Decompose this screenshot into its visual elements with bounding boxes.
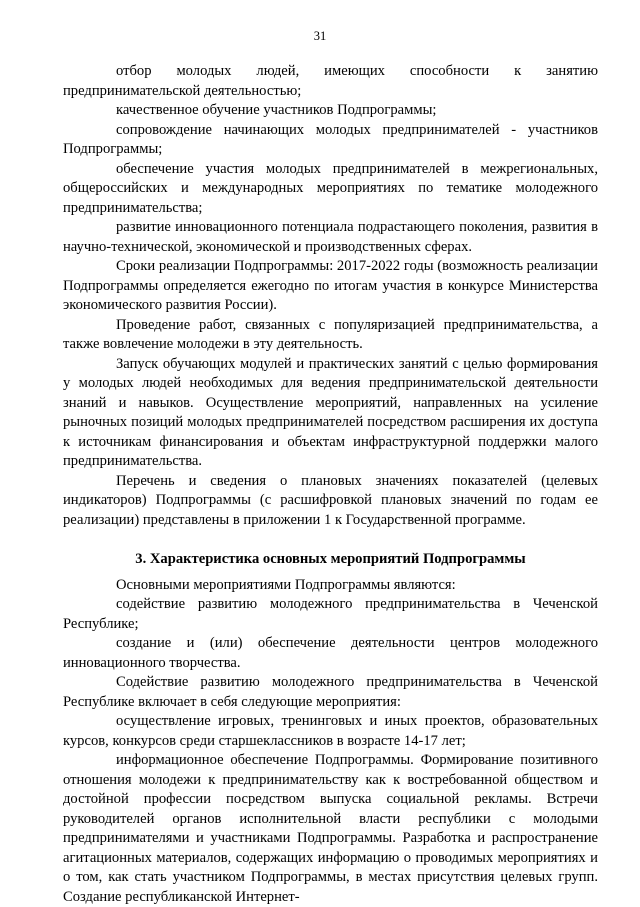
section-heading: 3. Характеристика основных мероприятий Подпрограммы xyxy=(135,551,526,567)
paragraph: информационное обеспечение Подпрограммы. Формирование позитивного отношения молодежи к предпринимательству как к востребованной обществом и достойной профессии посредством выпуска социальной рекламы. Встречи руководителей органов исполнительной власти республики с молодыми предпринимателями и участниками Подпрограммы. Разработка и распространение агитационных материалов, содержащих информацию о проводимых мероприятиях и о том, как стать участником Подпрограммы, в местах присутствия целевых групп. Создание республиканской Интернет- xyxy=(63,752,598,905)
paragraph: отбор молодых людей, имеющих способности к занятию предпринимательской деятельностью; xyxy=(63,63,598,99)
paragraph: Содействие развитию молодежного предпринимательства в Чеченской Республике включает в себя следующие мероприятия: xyxy=(63,674,598,710)
paragraph: Сроки реализации Подпрограммы: 2017-2022 годы (возможность реализации Подпрограммы определяется ежегодно по итогам участия в конкурсе Министерства экономического развития России). xyxy=(63,258,598,313)
paragraph: Проведение работ, связанных с популяризацией предпринимательства, а также вовлечение молодежи в эту деятельность. xyxy=(63,316,598,352)
paragraph: содействие развитию молодежного предпринимательства в Чеченской Республике; xyxy=(63,596,598,632)
paragraph: Основными мероприятиями Подпрограммы являются: xyxy=(116,576,456,593)
paragraph: качественное обучение участников Подпрограммы; xyxy=(116,102,437,118)
paragraph: сопровождение начинающих молодых предпринимателей - участников Подпрограммы; xyxy=(63,121,598,157)
page-number: 31 xyxy=(313,29,327,43)
paragraph: создание и (или) обеспечение деятельности центров молодежного инновационного творчества. xyxy=(63,635,598,671)
paragraph: Перечень и сведения о плановых значениях показателей (целевых индикаторов) Подпрограммы (с расшифровкой плановых значений по годам ее реализации) представлены в приложении 1 к Государственной программе. xyxy=(63,472,598,528)
paragraph: развитие инновационного потенциала подрастающего поколения, развития в научно-технической, экономической и производственных сферах. xyxy=(63,219,598,255)
body-text xyxy=(63,62,598,907)
paragraph: Запуск обучающих модулей и практических занятий с целью формирования у молодых людей необходимых для ведения предпринимательской деятельности знаний и навыков. Осуществление мероприятий, направленных на усиление рыночных позиций молодых предпринимателей посредством расширения их доступа к источникам финансирования и объектам инфраструктурной поддержки малого предпринимательства. xyxy=(63,355,598,469)
paragraph: осуществление игровых, тренинговых и иных проектов, образовательных курсов, конкурсов среди старшеклассников в возрасте 14-17 лет; xyxy=(63,713,598,749)
paragraph: обеспечение участия молодых предпринимателей в межрегиональных, общероссийских и международных мероприятиях по тематике молодежного предпринимательства; xyxy=(63,160,598,216)
